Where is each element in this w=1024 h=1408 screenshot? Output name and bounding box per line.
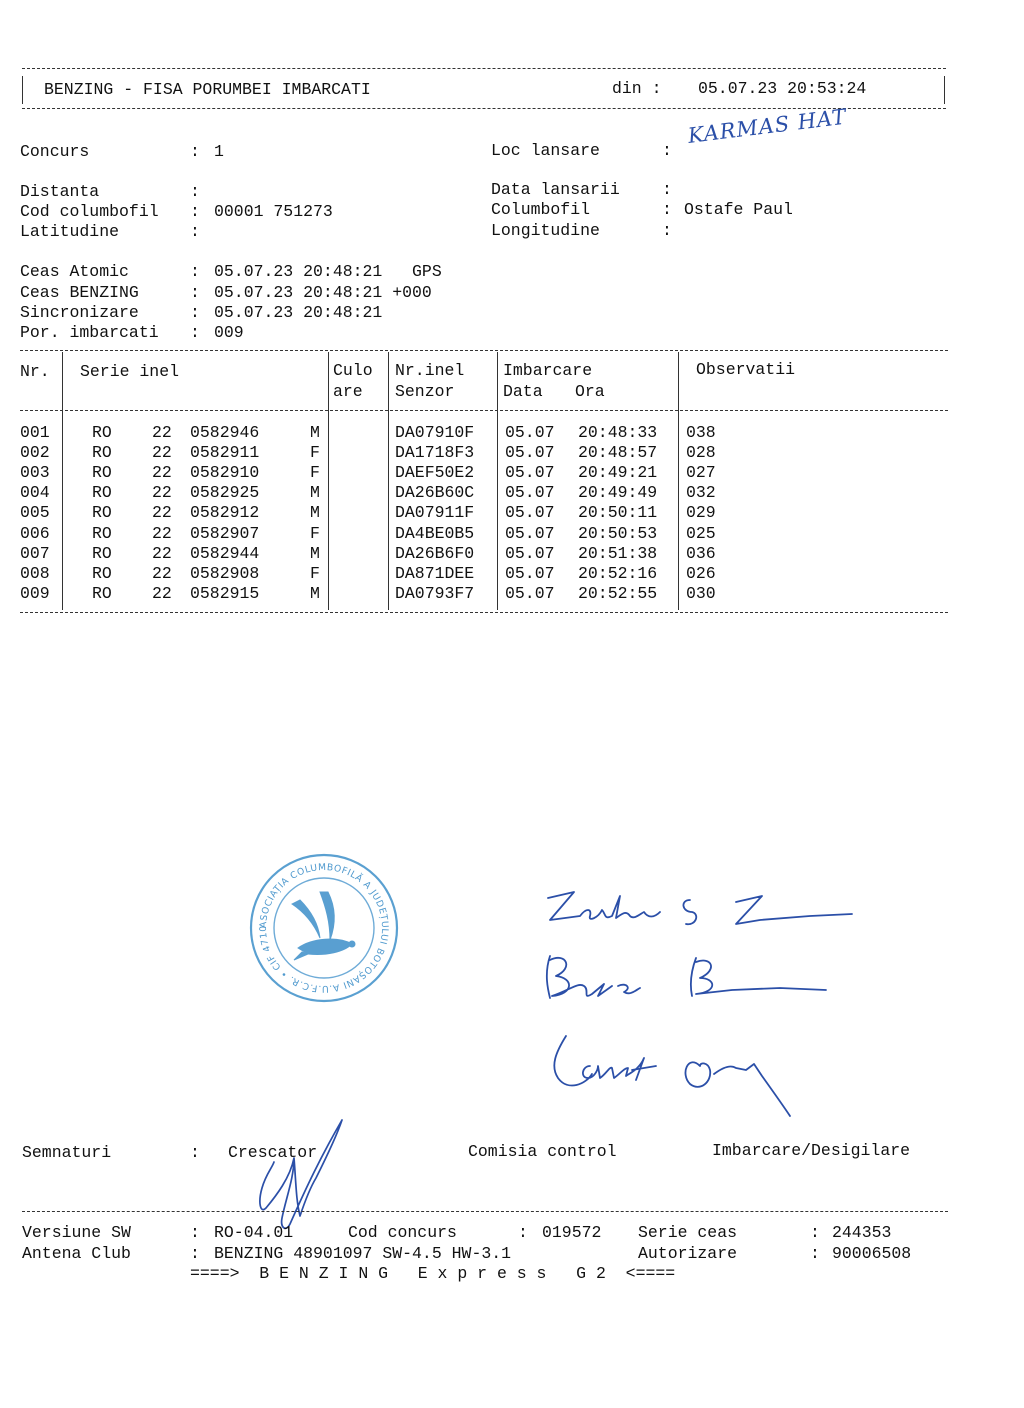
cod-concurs-value: 019572 <box>542 1223 602 1242</box>
data-lansarii-label: Data lansarii <box>491 180 620 199</box>
cell-sensor: DA26B60C <box>395 483 475 502</box>
versiune-sw-value: RO-04.01 <box>214 1223 294 1242</box>
cell-sensor: DA0793F7 <box>395 584 475 603</box>
cell-obs: 038 <box>686 423 716 442</box>
ceas-benzing-label: Ceas BENZING <box>20 283 139 302</box>
cell-ring: 0582912 <box>190 503 260 522</box>
cell-sensor: DAEF50E2 <box>395 463 475 482</box>
cell-sex: F <box>310 524 320 543</box>
cell-time: 20:48:33 <box>578 423 658 442</box>
versiune-sw-colon: : <box>190 1223 200 1242</box>
comisia-control-label: Comisia control <box>468 1142 617 1161</box>
cell-date: 05.07 <box>505 443 555 462</box>
por-imbarcati-label: Por. imbarcati <box>20 323 159 342</box>
header-ora: Ora <box>575 382 605 401</box>
cell-nr: 008 <box>20 564 50 583</box>
cell-year: 22 <box>152 564 172 583</box>
cell-sensor: DA07910F <box>395 423 475 442</box>
cell-country: RO <box>92 524 112 543</box>
signature-1 <box>548 892 852 924</box>
autorizare-value: 90006508 <box>832 1244 912 1263</box>
cell-date: 05.07 <box>505 463 555 482</box>
benzing-express-banner: ====> B E N Z I N G E x p r e s s G 2 <==== <box>190 1264 676 1283</box>
cell-date: 05.07 <box>505 503 555 522</box>
cell-year: 22 <box>152 524 172 543</box>
cell-date: 05.07 <box>505 483 555 502</box>
cell-sensor: DA26B6F0 <box>395 544 475 563</box>
cell-date: 05.07 <box>505 584 555 603</box>
imbarcare-desigilare-label: Imbarcare/Desigilare <box>712 1141 911 1160</box>
cod-concurs-label: Cod concurs <box>348 1223 457 1242</box>
concurs-colon: : <box>190 142 200 161</box>
cell-obs: 026 <box>686 564 716 583</box>
cell-nr: 004 <box>20 483 50 502</box>
cell-sex: F <box>310 564 320 583</box>
latitudine-colon: : <box>190 222 200 241</box>
concurs-label: Concurs <box>20 142 90 161</box>
cell-nr: 005 <box>20 503 50 522</box>
cell-time: 20:51:38 <box>578 544 658 563</box>
cell-country: RO <box>92 443 112 462</box>
header-right-border <box>944 76 945 104</box>
ceas-atomic-label: Ceas Atomic <box>20 262 129 281</box>
columbofil-label: Columbofil <box>491 200 591 219</box>
latitudine-label: Latitudine <box>20 222 120 241</box>
header-nr-inel: Nr.inel <box>395 361 465 380</box>
antena-club-label: Antena Club <box>22 1244 131 1263</box>
header-data: Data <box>503 382 543 401</box>
loc-lansare-handwritten: KARMAS HAT <box>686 104 849 148</box>
pigeon-icon <box>292 892 355 960</box>
breeder-signature <box>250 1118 360 1238</box>
por-imbarcati-colon: : <box>190 323 200 342</box>
cell-nr: 002 <box>20 443 50 462</box>
ceas-atomic-colon: : <box>190 262 200 281</box>
col-sep-serie <box>328 352 329 610</box>
cell-country: RO <box>92 423 112 442</box>
header-observatii: Observatii <box>696 360 796 379</box>
cell-year: 22 <box>152 483 172 502</box>
semnaturi-colon: : <box>190 1143 200 1162</box>
table-header-rule <box>20 410 948 411</box>
cell-nr: 006 <box>20 524 50 543</box>
longitudine-colon: : <box>662 221 672 240</box>
cell-obs: 030 <box>686 584 716 603</box>
cell-country: RO <box>92 584 112 603</box>
cell-obs: 028 <box>686 443 716 462</box>
cell-country: RO <box>92 483 112 502</box>
autorizare-label: Autorizare <box>638 1244 738 1263</box>
cell-year: 22 <box>152 423 172 442</box>
cell-nr: 009 <box>20 584 50 603</box>
sincronizare-colon: : <box>190 303 200 322</box>
cell-sex: F <box>310 463 320 482</box>
cell-time: 20:52:55 <box>578 584 658 603</box>
versiune-sw-label: Versiune SW <box>22 1223 131 1242</box>
cell-obs: 027 <box>686 463 716 482</box>
ceas-atomic-value: 05.07.23 20:48:21 GPS <box>214 262 442 281</box>
cell-date: 05.07 <box>505 524 555 543</box>
crescator-label: Crescator <box>228 1143 318 1162</box>
cell-ring: 0582944 <box>190 544 260 563</box>
cell-time: 20:50:11 <box>578 503 658 522</box>
cell-time: 20:50:53 <box>578 524 658 543</box>
distanta-colon: : <box>190 182 200 201</box>
serie-ceas-value: 244353 <box>832 1223 892 1242</box>
cell-sex: M <box>310 423 320 442</box>
por-imbarcati-value: 009 <box>214 323 244 342</box>
committee-signatures <box>540 878 870 1128</box>
sincronizare-value: 05.07.23 20:48:21 <box>214 303 383 322</box>
loc-lansare-label: Loc lansare <box>491 141 600 160</box>
col-sep-culoare <box>388 352 389 610</box>
distanta-label: Distanta <box>20 182 100 201</box>
cell-country: RO <box>92 544 112 563</box>
cell-ring: 0582910 <box>190 463 260 482</box>
cell-time: 20:49:49 <box>578 483 658 502</box>
club-stamp <box>244 844 400 1004</box>
cell-year: 22 <box>152 584 172 603</box>
cell-date: 05.07 <box>505 544 555 563</box>
loc-lansare-colon: : <box>662 141 672 160</box>
signature-2 <box>547 956 826 998</box>
header-culoare-1: Culo <box>333 361 373 380</box>
cell-time: 20:49:21 <box>578 463 658 482</box>
table-top-rule <box>20 350 948 351</box>
cell-country: RO <box>92 503 112 522</box>
cell-date: 05.07 <box>505 423 555 442</box>
ceas-benzing-colon: : <box>190 283 200 302</box>
cell-time: 20:48:57 <box>578 443 658 462</box>
cell-sex: F <box>310 443 320 462</box>
cell-date: 05.07 <box>505 564 555 583</box>
antena-club-value: BENZING 48901097 SW-4.5 HW-3.1 <box>214 1244 512 1263</box>
cell-ring: 0582908 <box>190 564 260 583</box>
cell-sensor: DA871DEE <box>395 564 475 583</box>
cell-ring: 0582907 <box>190 524 260 543</box>
columbofil-colon: : <box>662 200 672 219</box>
cod-columbofil-colon: : <box>190 202 200 221</box>
cell-time: 20:52:16 <box>578 564 658 583</box>
header-nr: Nr. <box>20 362 50 381</box>
footer-top-rule <box>22 1211 948 1212</box>
cod-concurs-colon: : <box>518 1223 528 1242</box>
longitudine-label: Longitudine <box>491 221 600 240</box>
cell-ring: 0582925 <box>190 483 260 502</box>
serie-ceas-label: Serie ceas <box>638 1223 738 1242</box>
antena-club-colon: : <box>190 1244 200 1263</box>
cell-sex: M <box>310 544 320 563</box>
columbofil-value: Ostafe Paul <box>684 200 793 219</box>
cell-sensor: DA4BE0B5 <box>395 524 475 543</box>
table-bottom-rule <box>20 612 948 613</box>
cell-obs: 036 <box>686 544 716 563</box>
cell-ring: 0582915 <box>190 584 260 603</box>
cell-year: 22 <box>152 503 172 522</box>
cell-obs: 029 <box>686 503 716 522</box>
cell-obs: 032 <box>686 483 716 502</box>
header-top-rule <box>22 68 946 69</box>
header-culoare-2: are <box>333 382 363 401</box>
concurs-value: 1 <box>214 142 224 161</box>
header-serie-inel: Serie inel <box>80 362 180 381</box>
cell-ring: 0582911 <box>190 443 260 462</box>
stamp-text: ASOCIAȚIA COLUMBOFILĂ A JUDEȚULUI BOTOȘANI A.U.F.C.R. • CIF 47102082 • <box>244 844 391 995</box>
cell-year: 22 <box>152 443 172 462</box>
data-lansarii-colon: : <box>662 180 672 199</box>
signature-3 <box>554 1036 790 1116</box>
cell-year: 22 <box>152 544 172 563</box>
cod-columbofil-value: 00001 751273 <box>214 202 333 221</box>
cell-nr: 007 <box>20 544 50 563</box>
col-sep-nr <box>62 352 63 610</box>
cell-sensor: DA1718F3 <box>395 443 475 462</box>
cell-year: 22 <box>152 463 172 482</box>
serie-ceas-colon: : <box>810 1223 820 1242</box>
cell-sex: M <box>310 584 320 603</box>
cell-country: RO <box>92 463 112 482</box>
cell-obs: 025 <box>686 524 716 543</box>
cell-nr: 003 <box>20 463 50 482</box>
autorizare-colon: : <box>810 1244 820 1263</box>
cod-columbofil-label: Cod columbofil <box>20 202 159 221</box>
din-value: 05.07.23 20:53:24 <box>698 79 867 98</box>
header-senzor: Senzor <box>395 382 455 401</box>
cell-ring: 0582946 <box>190 423 260 442</box>
header-left-border <box>22 76 23 104</box>
ceas-benzing-value: 05.07.23 20:48:21 +000 <box>214 283 432 302</box>
cell-nr: 001 <box>20 423 50 442</box>
cell-sensor: DA07911F <box>395 503 475 522</box>
cell-sex: M <box>310 503 320 522</box>
header-imbarcare: Imbarcare <box>503 361 593 380</box>
document-title: BENZING - FISA PORUMBEI IMBARCATI <box>44 80 371 99</box>
semnaturi-label: Semnaturi <box>22 1143 112 1162</box>
col-sep-senzor <box>497 352 498 610</box>
din-label: din : <box>612 79 662 98</box>
cell-sex: M <box>310 483 320 502</box>
cell-country: RO <box>92 564 112 583</box>
sincronizare-label: Sincronizare <box>20 303 139 322</box>
col-sep-imbarcare <box>678 352 679 610</box>
